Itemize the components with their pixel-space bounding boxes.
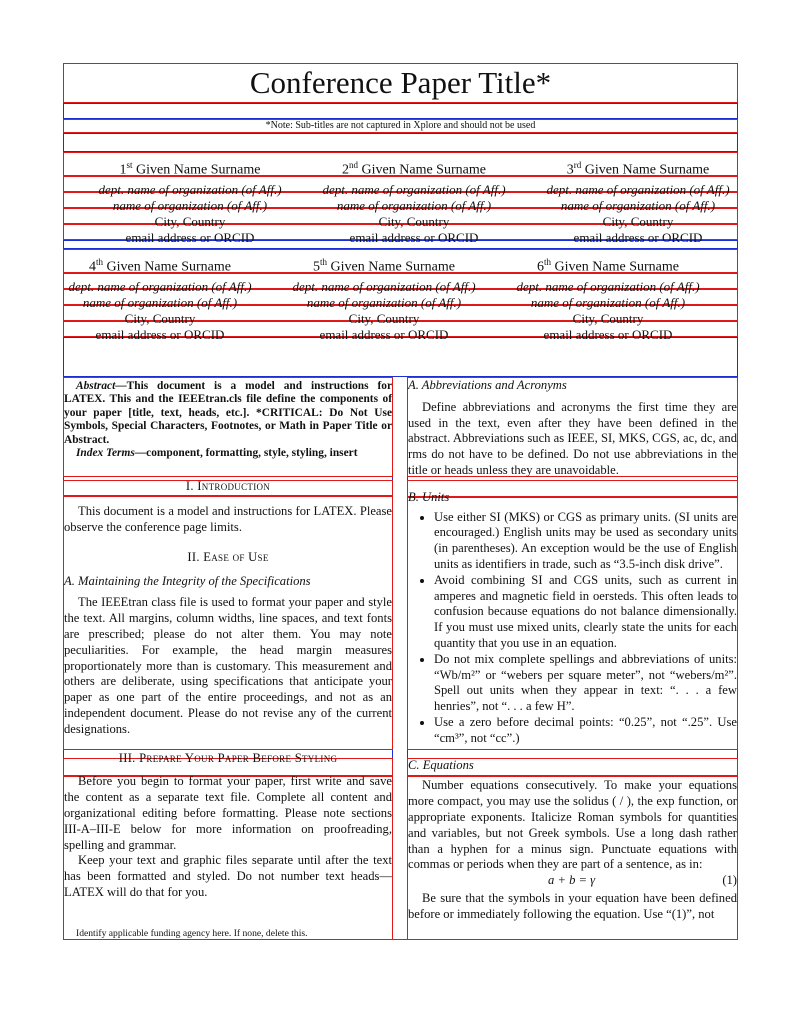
author-block [302,157,526,246]
author-block [526,157,750,246]
author-dept: dept. name of organization (of Aff.) [546,181,730,197]
abstract-label: Abstract [76,380,116,392]
subsection-heading: A. Maintaining the Integrity of the Specifications [64,573,311,588]
right-column [408,378,737,923]
author-email: email address or ORCID [95,326,225,342]
paragraph: Number equations consecutively. To make your equations more compact, you may use the solidus ( / ), the exp function, or appropriate exponents. Italicize Roman symbols for quantities and variables, but not Greek symbols. Use a long dash rather than a hyphen for a minus sign. Punctuate equations with commas or periods when they are part of a sentence, as in: [408,778,737,872]
index-terms-label: Index Terms [76,447,135,460]
index-terms-text: —component, formatting, style, styling, insert [134,447,358,460]
subtitle-note: *Note: Sub-titles are not captured in Xplore and should not be used [265,120,536,131]
author-block [272,254,496,343]
author-location: City, Country [348,310,420,326]
equation [408,873,737,891]
author-block [48,254,272,343]
paper-title: Conference Paper Title* [249,65,552,100]
author-org: name of organization (of Aff.) [560,197,716,213]
author-block [78,157,302,246]
subsection-heading: C. Equations [408,757,474,772]
section-heading: II. Ease of Use [187,549,269,564]
author-block [496,254,720,343]
equation-number: (1) [722,873,737,888]
author-name: 6th Given Name Surname [537,257,679,275]
author-name: 2nd Given Name Surname [342,160,486,178]
abstract [64,380,392,447]
list-item: • Do not mix complete spellings and abbreviations of units: “Wb/m²” or “webers per square meter”, not “webers/m²”. Spell out units when they appear in text: “. . . a few henries”, not “. . . a few H”. [434,652,737,715]
index-terms [64,447,392,460]
author-dept: dept. name of organization (of Aff.) [292,278,476,294]
abstract-text: —This document is a model and instructions for LATEX. This and the IEEEtran.cls file define the components of your paper [title, text, heads, etc.]. *CRITICAL: Do Not Use Symbols, Special Characters, Footnotes, or Math in Paper Title or Abstract. [64,380,392,446]
author-dept: dept. name of organization (of Aff.) [68,278,252,294]
subsection-heading: B. Units [408,489,450,504]
author-dept: dept. name of organization (of Aff.) [322,181,506,197]
units-list [408,510,737,747]
paragraph: This document is a model and instructions for LATEX. Please observe the conference page limits. [64,504,392,535]
author-name: 1st Given Name Surname [119,160,261,178]
paragraph: Define abbreviations and acronyms the first time they are used in the text, even after they have been defined in the abstract. Abbreviations such as IEEE, SI, MKS, CGS, ac, dc, and rms do not have to be defined. Do not use abbreviations in the title or heads unless they are unavoidable. [408,399,737,477]
author-location: City, Country [124,310,196,326]
author-org: name of organization (of Aff.) [112,197,268,213]
author-dept: dept. name of organization (of Aff.) [98,181,282,197]
paragraph: Keep your text and graphic files separate until after the text has been formatted and styled. Do not number text heads—LATEX will do that for you. [64,853,392,899]
author-name: 5th Given Name Surname [313,257,455,275]
author-location: City, Country [572,310,644,326]
list-item: • Avoid combining SI and CGS units, such as current in amperes and magnetic field in oersteds. This often leads to confusion because equations do not balance dimensionally. If you must use mixed units, clearly state the units for each quantity that you use in an equation. [434,573,737,652]
author-email: email address or ORCID [543,326,673,342]
paragraph: Be sure that the symbols in your equation have been defined before or immediately following the equation. Use “(1)”, not [408,891,737,921]
equation-body: a + b = γ [548,873,596,888]
author-email: email address or ORCID [319,326,449,342]
author-location: City, Country [154,213,226,229]
left-column [64,380,392,901]
author-email: email address or ORCID [573,229,703,245]
list-item: • Use a zero before decimal points: “0.25”, not “.25”. Use “cm³”, not “cc”.) [434,715,737,747]
title-gap-box [63,103,738,119]
author-email: email address or ORCID [349,229,479,245]
author-location: City, Country [378,213,450,229]
author-name: 3rd Given Name Surname [566,160,710,178]
subtitle-gap-box [63,133,738,152]
section-heading: III. Prepare Your Paper Before Styling [118,750,338,765]
paragraph: Before you begin to format your paper, first write and save the content as a separate text file. Complete all content and organizational editing before formatting. Please note sections III-A–III-E below for more information on proofreading, spelling and grammar. [64,774,392,852]
list-item: • Use either SI (MKS) or CGS as primary units. (SI units are encouraged.) English units may be used as secondary units (in parentheses). An exception would be the use of English units as identifiers in trade, such as “3.5-inch disk drive”. [434,510,737,573]
header-gap-box [63,337,738,377]
paragraph: The IEEEtran class file is used to format your paper and style the text. All margins, column widths, line spaces, and text fonts are prescribed; please do not alter them. You may note peculiarities. For example, the head margin measures proportionately more than is customary. This measurement and others are deliberate, using specifications that anticipate your paper as one part of the entire proceedings, and not as an independent document. Please do not revise any of the current designations. [64,595,392,736]
author-dept: dept. name of organization (of Aff.) [516,278,700,294]
author-name: 4th Given Name Surname [89,257,231,275]
author-org: name of organization (of Aff.) [82,294,238,310]
author-location: City, Country [602,213,674,229]
author-org: name of organization (of Aff.) [306,294,462,310]
subsection-heading: A. Abbreviations and Acronyms [408,378,567,392]
footnote: Identify applicable funding agency here. If none, delete this. [76,928,308,939]
section-heading: I. Introduction [185,479,271,494]
author-email: email address or ORCID [125,229,255,245]
author-org: name of organization (of Aff.) [530,294,686,310]
author-org: name of organization (of Aff.) [336,197,492,213]
